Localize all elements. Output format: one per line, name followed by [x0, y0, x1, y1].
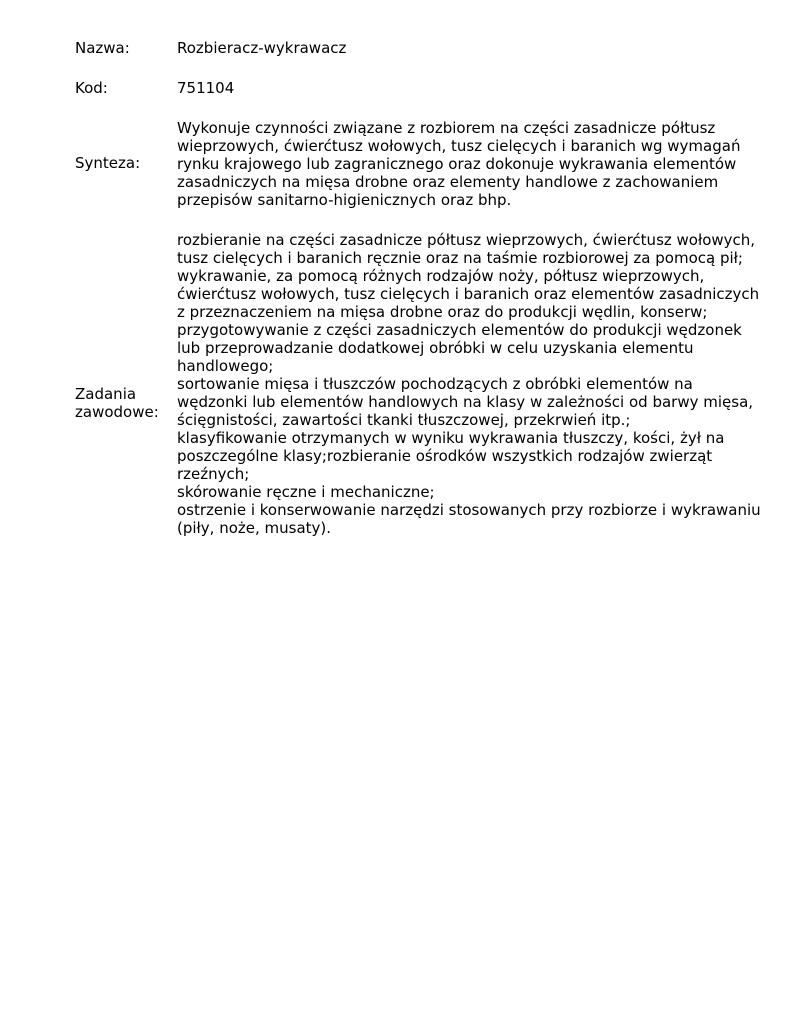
task-item: skórowanie ręczne i mechaniczne;: [177, 483, 435, 501]
tasks-label-line-2: zawodowe:: [75, 403, 159, 421]
task-item: ostrzenie i konserwowanie narzędzi stosowanych przy rozbiorze i wykrawaniu (piły, noże, musaty).: [177, 501, 761, 537]
synthesis-value: Wykonuje czynności związane z rozbiorem na części zasadnicze półtusz wieprzowych, ćwierćtusz wołowych, tusz cielęcych i baranich wg wymagań rynku krajowego lub zagranicznego oraz dokonuje wykrawania elementów zasadniczych na mięsa drobne oraz elementy handlowe z zachowaniem przepisów sanitarno-higienicznych oraz bhp.: [177, 119, 741, 209]
task-item: klasyfikowanie otrzymanych w wyniku wykrawania tłuszczy, kości, żył na poszczególne klasy;rozbieranie ośrodków wszystkich rodzajów zwierząt rzeźnych;: [177, 429, 725, 483]
task-item: wykrawanie, za pomocą różnych rodzajów noży, półtusz wieprzowych, ćwierćtusz wołowych, tusz cielęcych i baranich oraz elementów zasadniczych z przeznaczeniem na mięsa drobne oraz do produkcji wędlin, konserw;: [177, 267, 760, 321]
tasks-list: [177, 231, 762, 537]
task-item: przygotowywanie z części zasadniczych elementów do produkcji wędzonek lub przeprowadzanie dodatkowej obróbki w celu uzyskania elementu handlowego;: [177, 321, 742, 375]
task-item: rozbieranie na części zasadnicze półtusz wieprzowych, ćwierćtusz wołowych, tusz cielęcych i baranich ręcznie oraz na taśmie rozbiorowej za pomocą pił;: [177, 231, 756, 267]
synthesis-label: Synteza:: [75, 154, 141, 172]
name-label: Nazwa:: [75, 39, 130, 57]
code-value: 751104: [177, 79, 235, 97]
task-item: sortowanie mięsa i tłuszczów pochodzących z obróbki elementów na wędzonki lub elementów handlowych na klasy w zależności od barwy mięsa, ścięgnistości, zawartości tkanki tłuszczowej, przekrwień itp.;: [177, 375, 754, 429]
code-label: Kod:: [75, 79, 108, 97]
tasks-label-line-1: Zadania: [75, 385, 137, 403]
name-value: Rozbieracz-wykrawacz: [177, 39, 347, 57]
tasks-label: [75, 385, 175, 421]
